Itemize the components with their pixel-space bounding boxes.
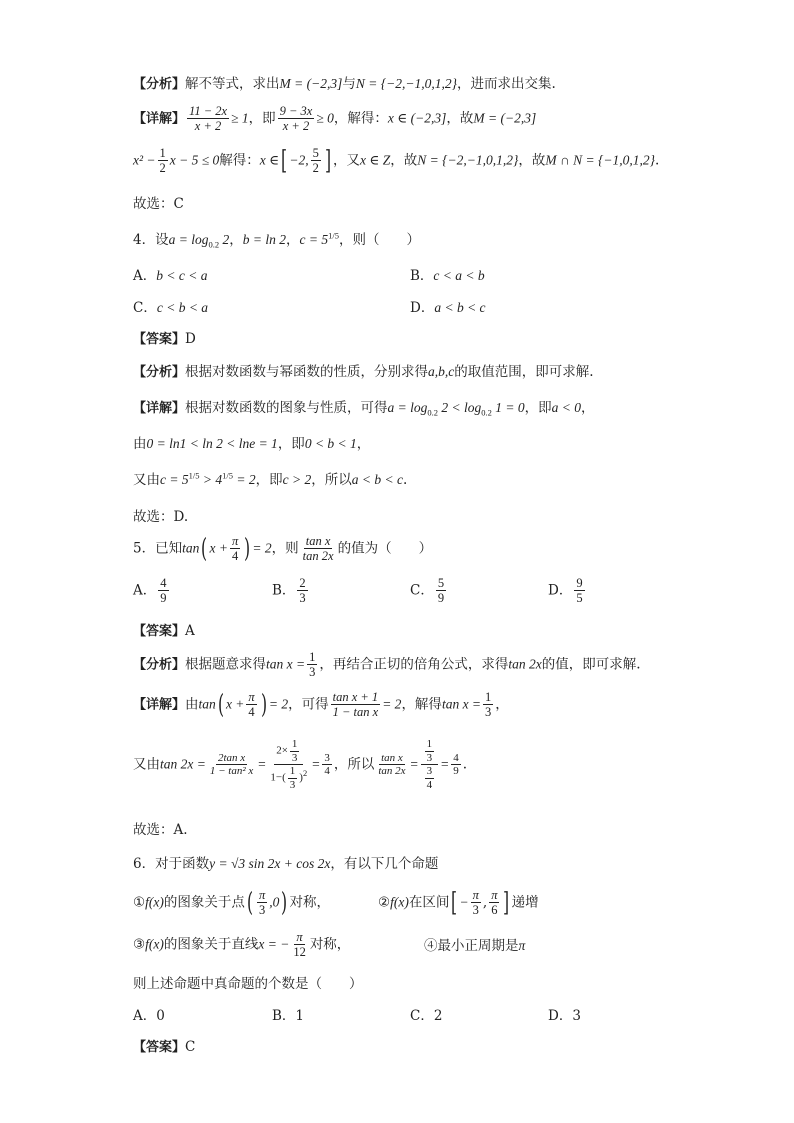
q4-analysis: 【分析】根据对数函数与幂函数的性质，分别求得a,b,c的取值范围，即可求解. [133,364,594,380]
q4-option-d: D．a < b < c [410,300,486,316]
detail-tag: 【详解】 [133,111,186,127]
q6-stem: 6．对于函数y = √3 sin 2x + cos 2x，有以下几个命题 [133,856,439,872]
q3-detail-line2: x² − $\frac{1}{2}$ x − 5 ≤ 0解得：x ∈[ −2, $\frac{5}{2}$ ] ，又x ∈ Z，故N = {−2,−1,0,1,2}，故M ∩ N = {−1,0,1,2}. [133,145,660,176]
q6-option-a: A．0 [133,1008,165,1024]
q4-option-a: A．b < c < a [133,268,208,284]
q6-proposition-1: ①f(x)的图象关于点( $\frac{\pi}{3}$ ,0) 对称， [133,887,331,918]
q4-option-b: B．c < a < b [410,268,485,284]
q3-analysis: 【分析】解不等式，求出M = (−2,3]与N = {−2,−1,0,1,2}，进而求出交集. [133,76,556,92]
q5-choose: 故选：A. [133,822,188,838]
q5-answer: 【答案】A [133,623,195,639]
q5-detail-line2: 又由tan 2x = $\frac{\text{2tan x}}{\text{1 − tan² x}}$ = 2× $\frac{1}{3}$ 1−( $\frac{1}{3}$ )$^2$ = $\frac{3}{4}$ ，所以 $\frac{\text{tan x}}{\tan 2x}$ = $\frac{\frac{1}{3}}{\frac{3}{4}}$ = $\frac{4}{9}$ . [133,738,468,791]
fraction: $\frac{9 - 3x}{x + 2}$ [279,104,313,134]
q5-option-c: C． $\frac{5}{9}$ [410,576,445,606]
q5-detail-line1: 【详解】由tan( x + $\frac{\pi}{4}$ ) = 2，可得 $\frac{\text{tan x + 1}}{\text{1 − tan x}}$ = 2，解得tan x = $\frac{1}{3}$ ， [133,689,509,720]
q6-option-b: B．1 [272,1008,305,1024]
q6-answer: 【答案】C [133,1039,196,1055]
analysis-tag: 【分析】 [133,77,186,92]
q4-detail-line3: 又由$c = 5^{1/5} > 4^{1/5} = 2$，即c > 2，所以a < b < c. [133,470,408,488]
q4-answer: 【答案】D [133,331,196,347]
q4-choose: 故选：D. [133,509,189,525]
q6-option-d: D．3 [548,1008,581,1024]
q3-detail-line1: 【详解】 $\frac{11 - 2x}{x + 2}$ ≥ 1，即 $\frac{9 - 3x}{x + 2}$ ≥ 0，解得：x ∈ (−2,3]，故M = (−2,3] [133,104,537,134]
q4-detail-line2: 由0 = ln1 < ln 2 < lne = 1，即0 < b < 1， [133,436,371,452]
fraction: $\frac{5}{2}$ [312,146,319,176]
q4-stem: 4．设$a = \log_{0.2} 2$，b = ln 2，$c = 5^{1/5}$，则（ ） [133,230,420,250]
q6-proposition-4: ④最小正周期是π [424,938,526,954]
q5-stem: 5．已知tan( x + $\frac{\pi}{4}$ ) = 2，则 $\frac{\text{tan x}}{\tan 2x}$ 的值为（ ） [133,533,433,564]
q4-option-c: C．c < b < a [133,300,209,316]
q6-option-c: C．2 [410,1008,443,1024]
q5-option-a: A． $\frac{4}{9}$ [133,576,167,606]
q5-option-d: D． $\frac{9}{5}$ [548,576,583,606]
q4-detail-line1: 【详解】根据对数函数的图象与性质，可得$a = \log_{0.2} 2 < \log_{0.2} 1 = 0$，即a < 0， [133,400,595,418]
q5-analysis: 【分析】根据题意求得tan x = $\frac{1}{3}$ ，再结合正切的倍角公式，求得tan 2x的值，即可求解. [133,650,641,680]
q6-proposition-2: ②f(x)在区间[ − $\frac{\pi}{3}$ , $\frac{\pi}{6}$ ] 递增 [378,887,539,918]
q6-question: 则上述命题中真命题的个数是（ ） [133,976,363,992]
q3-choose: 故选：C [133,196,184,212]
fraction: $\frac{11 - 2x}{x + 2}$ [189,104,228,134]
q6-proposition-3: ③f(x)的图象关于直线x = − $\frac{\pi}{12}$ 对称， [133,930,351,960]
fraction: $\frac{1}{2}$ [159,146,166,176]
q5-option-b: B． $\frac{2}{3}$ [272,576,306,606]
